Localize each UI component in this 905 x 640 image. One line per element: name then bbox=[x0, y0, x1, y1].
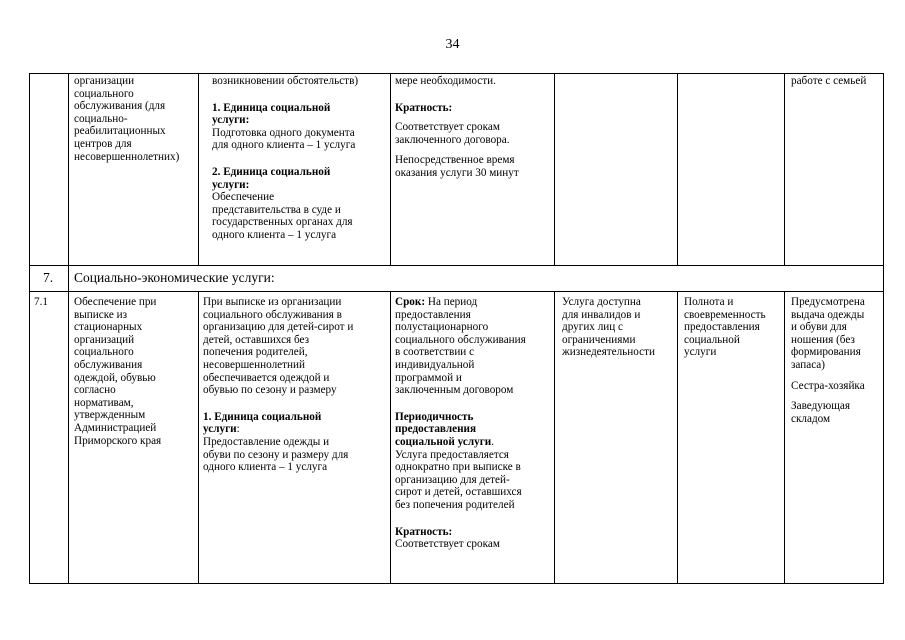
srok-label: Срок: bbox=[395, 296, 426, 308]
unit-title: 2. Единица социальной bbox=[212, 165, 331, 178]
top-row-service-terms: мере необходимости. Кратность: Соответствует срокам заключенного договора. Непосредственное время оказания услуги 30 минут bbox=[395, 75, 552, 180]
row-7-1-number: 7.1 bbox=[34, 296, 48, 308]
col-divider bbox=[784, 73, 785, 266]
section-title: Социально-экономические услуги: bbox=[74, 270, 275, 285]
responsible-role: Сестра-хозяйка bbox=[791, 379, 865, 392]
top-row-responsible: работе с семьей bbox=[791, 75, 867, 87]
table-top-border bbox=[29, 73, 883, 74]
row-7-1-service-terms: Срок: На период предоставления полустационарного социального обслуживания в соответствии с индивидуальной программой и заключенным договором Периодичность предоставления социальной услуги. Услуга предоставляется однократно при выписке в организацию для детей- сирот и детей, оставшихся без попечения родителей Кратность: Соответствует срокам bbox=[395, 296, 552, 551]
col-divider bbox=[677, 291, 678, 584]
col-divider bbox=[390, 291, 391, 584]
unit-title: 1. Единица социальной bbox=[203, 410, 322, 423]
col-divider bbox=[784, 291, 785, 584]
row-divider bbox=[29, 265, 883, 266]
col-divider bbox=[390, 73, 391, 266]
table-left-border bbox=[29, 73, 30, 584]
col-divider bbox=[554, 291, 555, 584]
row-7-1-accessibility: Услуга доступна для инвалидов и других лиц с ограничениями жизнедеятельности bbox=[562, 296, 655, 359]
row-divider bbox=[29, 291, 883, 292]
section-number: 7. bbox=[43, 270, 54, 285]
col-divider bbox=[198, 291, 199, 584]
row-7-1-service-name: Обеспечение при выписке из стационарных организаций социального обслуживания одеждой, обувью согласно нормативам, утвержденным Администрацией Приморского края bbox=[74, 296, 162, 447]
row-7-1-responsible: Предусмотрена выдача одежды и обуви для ношения (без формирования запаса) Сестра-хозяйка Заведующая складом bbox=[791, 296, 882, 425]
col-divider bbox=[198, 73, 199, 266]
table-bottom-border bbox=[29, 583, 883, 584]
kratnost-label: Кратность: bbox=[395, 525, 453, 538]
page-number: 34 bbox=[445, 37, 460, 52]
unit-title: 1. Единица социальной bbox=[212, 101, 331, 114]
kratnost-label: Кратность: bbox=[395, 101, 453, 114]
top-row-service-provider: организации социального обслуживания (для социально- реабилитационных центров для несовершеннолетних) bbox=[74, 75, 180, 163]
col-divider bbox=[677, 73, 678, 266]
col-divider bbox=[68, 73, 69, 584]
row-7-1-quality-indicator: Полнота и своевременность предоставления социальной услуги bbox=[684, 296, 766, 359]
row-7-1-service-description: При выписке из организации социального обслуживания в организацию для детей-сирот и детей, оставшихся без попечения родителей, несовершеннолетний обеспечивается одеждой и обувью по сезону и размеру 1. Единица социальной услуги: Предоставление одежды и обуви по сезону и размеру для одного клиента – 1 услуга bbox=[203, 296, 388, 474]
responsible-role: Заведующая bbox=[791, 400, 850, 413]
table-right-border bbox=[883, 73, 884, 584]
col-divider bbox=[554, 73, 555, 266]
top-row-service-description: возникновении обстоятельств) 1. Единица социальной услуги: Подготовка одного документа для одного клиента – 1 услуга 2. Единица социальной услуги: Обеспечение представительства в суде и государственных органах для одного клиента – 1 услуга bbox=[212, 75, 388, 242]
period-label: Периодичность bbox=[395, 410, 474, 423]
